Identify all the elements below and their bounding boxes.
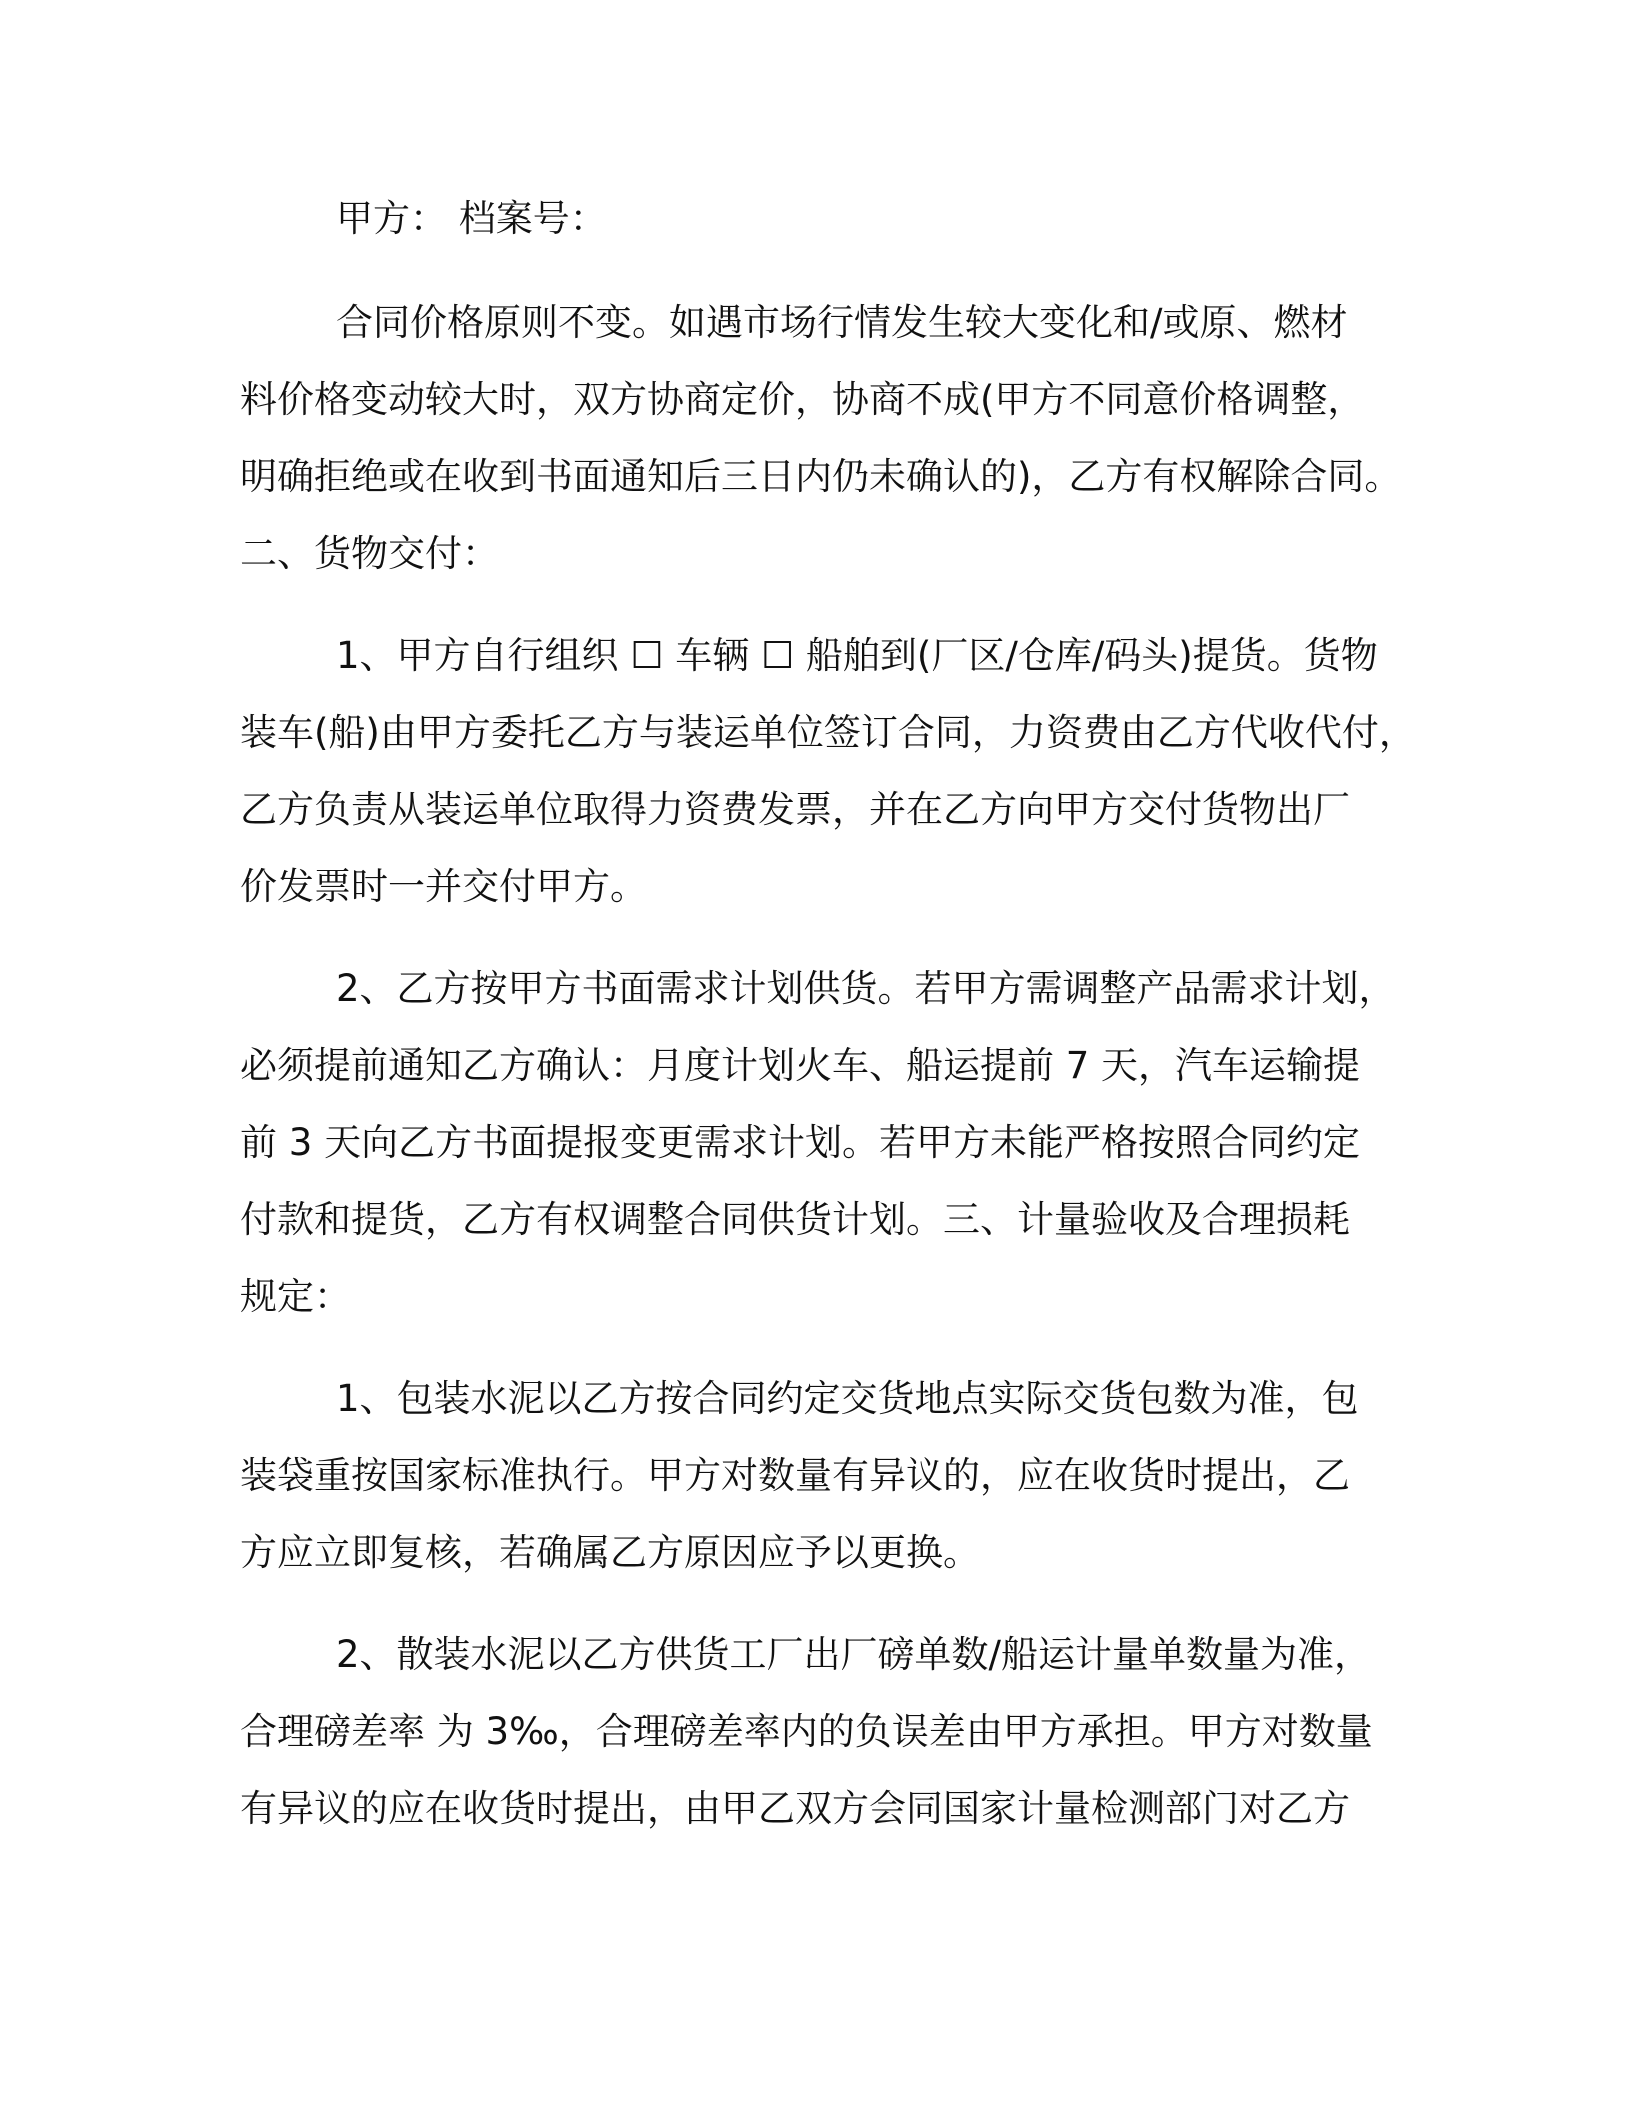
section-heading: 二、货物交付： xyxy=(240,532,499,575)
paragraph-line: 2、散装水泥以乙方供货工厂出厂磅单数/船运计量单数量为准， xyxy=(336,1633,1372,1676)
paragraph-line: 合理磅差率 为 3‰，合理磅差率内的负误差由甲方承担。甲方对数量 xyxy=(240,1710,1373,1753)
paragraph-line: 方应立即复核，若确属乙方原因应予以更换。 xyxy=(240,1531,980,1574)
paragraph-line: 规定： xyxy=(240,1275,351,1318)
paragraph-line: 必须提前通知乙方确认：月度计划火车、船运提前 7 天，汽车运输提 xyxy=(240,1044,1361,1087)
paragraph-line: 合同价格原则不变。如遇市场行情发生较大变化和/或原、燃材 xyxy=(336,301,1348,344)
paragraph-line: 前 3 天向乙方书面提报变更需求计划。若甲方未能严格按照合同约定 xyxy=(240,1121,1361,1164)
paragraph-line: 有异议的应在收货时提出，由甲乙双方会同国家计量检测部门对乙方 xyxy=(240,1787,1350,1830)
paragraph-line: 乙方负责从装运单位取得力资费发票，并在乙方向甲方交付货物出厂 xyxy=(240,788,1350,831)
paragraph-line: 付款和提货，乙方有权调整合同供货计划。三、计量验收及合理损耗 xyxy=(240,1198,1350,1241)
header-line: 甲方： 档案号： xyxy=(336,197,607,240)
paragraph-line: 装袋重按国家标准执行。甲方对数量有异议的，应在收货时提出，乙 xyxy=(240,1454,1350,1497)
paragraph-line: 1、甲方自行组织 ☐ 车辆 ☐ 船舶到(厂区/仓库/码头)提货。货物 xyxy=(336,634,1378,677)
paragraph-line: 明确拒绝或在收到书面通知后三日内仍未确认的)，乙方有权解除合同。 xyxy=(240,455,1402,498)
paragraph-line: 料价格变动较大时，双方协商定价，协商不成(甲方不同意价格调整， xyxy=(240,378,1365,421)
paragraph-line: 1、包装水泥以乙方按合同约定交货地点实际交货包数为准，包 xyxy=(336,1377,1359,1420)
paragraph-line: 价发票时一并交付甲方。 xyxy=(240,865,647,908)
paragraph-line: 装车(船)由甲方委托乙方与装运单位签订合同，力资费由乙方代收代付， xyxy=(240,711,1416,754)
paragraph-line: 2、乙方按甲方书面需求计划供货。若甲方需调整产品需求计划， xyxy=(336,967,1396,1010)
